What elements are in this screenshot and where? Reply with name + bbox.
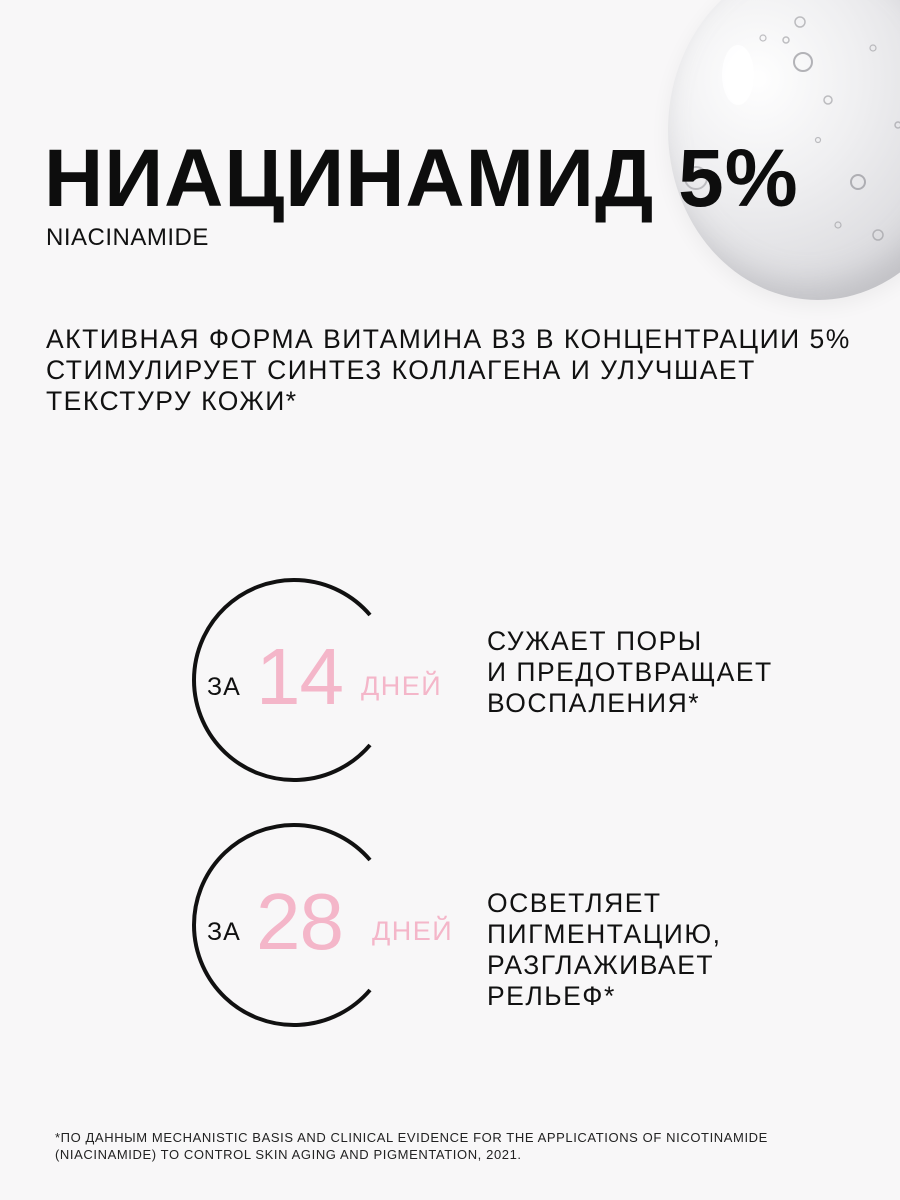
days-unit: ДНЕЙ [372, 916, 454, 946]
days-number: 14 [256, 632, 343, 721]
benefit-14-days [180, 575, 880, 785]
page-title: НИАЦИНАМИД 5% [44, 133, 799, 224]
benefit-description: СУЖАЕТ ПОРЫ И ПРЕДОТВРАЩАЕТ ВОСПАЛЕНИЯ* [487, 626, 773, 718]
ingredient-description: АКТИВНАЯ ФОРМА ВИТАМИНА B3 В КОНЦЕНТРАЦИИ 5% СТИМУЛИРУЕТ СИНТЕЗ КОЛЛАГЕНА И УЛУЧШАЕТ ТЕКСТУРУ КОЖИ* [46, 324, 851, 416]
benefit-28-days [180, 820, 880, 1030]
ingredient-latin-name: NIACINAMIDE [46, 224, 209, 251]
period-prefix: ЗА [207, 673, 241, 701]
days-number: 28 [256, 877, 343, 966]
footnote: *ПО ДАННЫМ MECHANISTIC BASIS AND CLINICAL EVIDENCE FOR THE APPLICATIONS OF NICOTINAMIDE (NIACINAMIDE) TO CONTROL SKIN AGING AND PIGMENTATION, 2021. [55, 1130, 768, 1162]
days-unit: ДНЕЙ [361, 671, 443, 701]
benefit-description: ОСВЕТЛЯЕТ ПИГМЕНТАЦИЮ, РАЗГЛАЖИВАЕТ РЕЛЬЕФ* [487, 888, 722, 1011]
period-prefix: ЗА [207, 918, 241, 946]
